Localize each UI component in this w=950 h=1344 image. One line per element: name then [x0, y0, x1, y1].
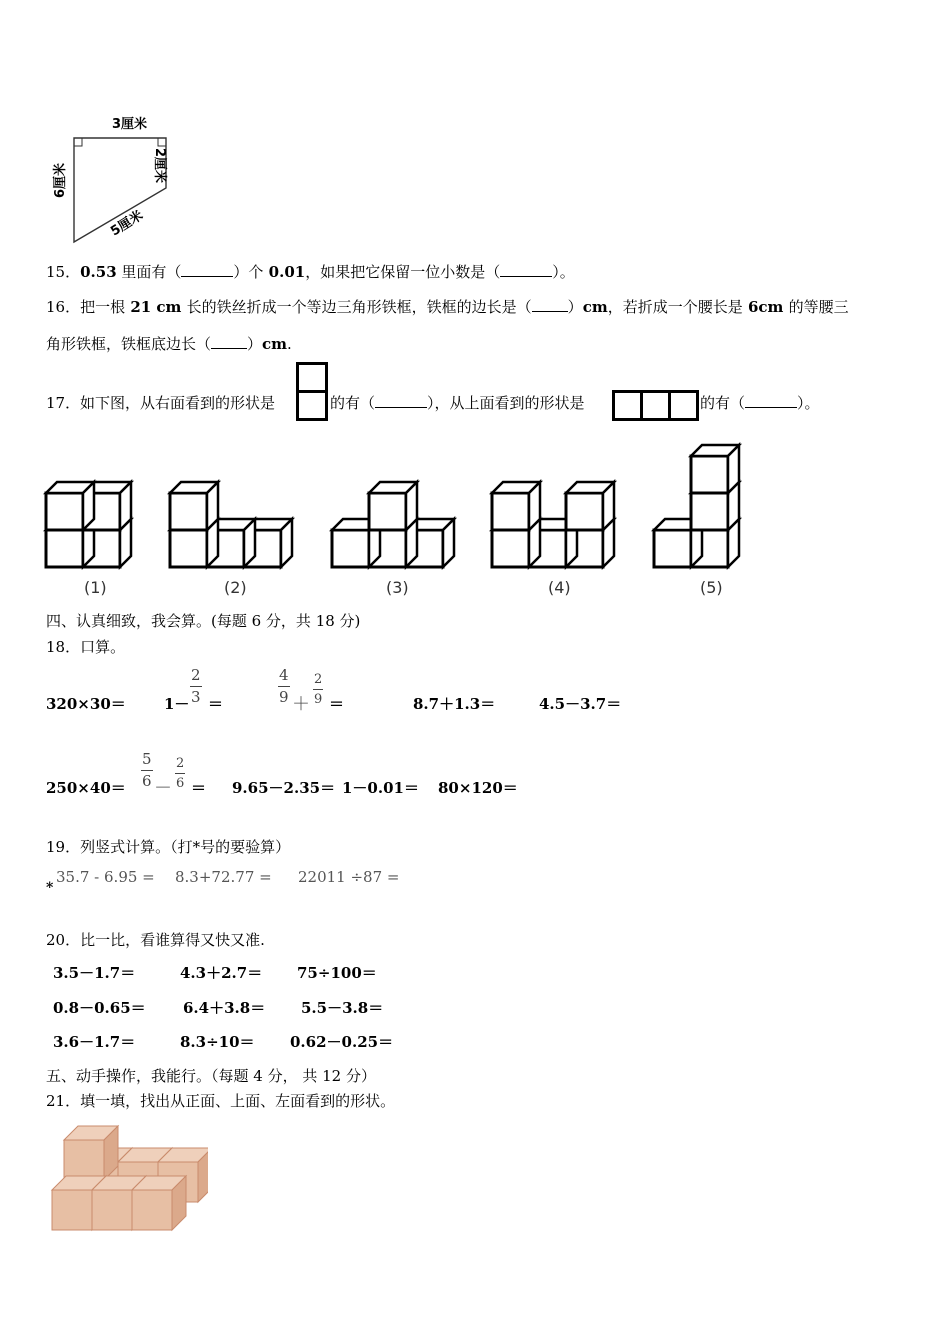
question-17-text2: 的有（ ），从上面看到的形状是 [330, 394, 585, 412]
q20-cell: 4.3＋2.7＝ [180, 964, 263, 982]
q20-cell: 3.6－1.7＝ [53, 1033, 136, 1051]
cube-figure-label: (1) [84, 578, 107, 597]
cube-figures [40, 440, 760, 600]
calc-1-minus: 1－ [164, 695, 190, 713]
verify-star: * [46, 880, 54, 896]
question-15: 15．0.53 里面有（ ）个 0.01，如果把它保留一位小数是（ ）。 [46, 263, 575, 281]
question-16-line1: 16．把一根 21 cm 长的铁丝折成一个等边三角形铁框，铁框的边长是（ ）cm，若折成一个腰长是 6cm 的等腰三 [46, 298, 849, 316]
fraction-2-9: 2 9 [314, 672, 323, 707]
trapezoid-slant-label: 5厘米 [108, 208, 146, 240]
plus-sign: ＋ [292, 694, 310, 715]
side-view-shape [296, 362, 328, 422]
minus-sign: － [154, 778, 172, 799]
top-view-shape [612, 390, 700, 422]
cube-figure-label: (3) [386, 578, 409, 597]
calc-eq: ＝ [208, 695, 224, 713]
question-21-title: 21．填一填，找出从正面、上面、左面看到的形状。 [46, 1092, 396, 1110]
fraction-4-9: 4 9 [279, 666, 289, 706]
vertical-calc-2: 8.3+72.77 = [175, 868, 272, 886]
calc-320x30: 320×30＝ [46, 695, 126, 713]
trapezoid-right-label: 2厘米 [152, 148, 167, 184]
cube-figure-label: (5) [700, 578, 723, 597]
question-16-line2: 角形铁框，铁框底边长（ ）cm. [46, 335, 292, 353]
answer-blank[interactable] [500, 264, 552, 277]
section-5-heading: 五、动手操作，我能行。（每题 4 分， 共 12 分） [46, 1067, 376, 1085]
answer-blank[interactable] [375, 395, 427, 408]
calc-eq: ＝ [191, 779, 207, 797]
calc-eq: ＝ [329, 695, 345, 713]
q20-cell: 3.5－1.7＝ [53, 964, 136, 982]
question-17-num: 17． [46, 394, 81, 412]
answer-blank[interactable] [532, 299, 568, 312]
question-20-title: 20．比一比，看谁算得又快又准. [46, 931, 265, 949]
cube-figure-3 [332, 482, 454, 567]
section-4-heading: 四、认真细致，我会算。(每题 6 分，共 18 分) [46, 612, 361, 630]
cube-figure-2 [170, 482, 292, 567]
calc-9.65-2.35: 9.65－2.35＝ [232, 779, 336, 797]
calc-4.5-3.7: 4.5－3.7＝ [539, 695, 622, 713]
fraction-2-6: 2 6 [176, 756, 185, 791]
question-17-text3: 的有（ ）。 [700, 394, 820, 412]
calc-8.7+1.3: 8.7＋1.3＝ [413, 695, 496, 713]
cube-figure-1 [46, 482, 131, 567]
calc-250x40: 250×40＝ [46, 779, 126, 797]
colored-cube-figure [48, 1120, 208, 1240]
q20-cell: 0.62－0.25＝ [290, 1033, 394, 1051]
vertical-calc-3: 22011 ÷87 = [298, 868, 400, 886]
cube-figure-label: (4) [548, 578, 571, 597]
q20-cell: 8.3÷10＝ [180, 1033, 255, 1051]
fraction-5-6: 5 6 [142, 750, 152, 790]
trapezoid-top-label: 3厘米 [112, 117, 148, 132]
question-18-title: 18．口算。 [46, 638, 126, 656]
trapezoid-left-label: 6厘米 [53, 162, 68, 198]
fraction-2-3: 2 3 [191, 666, 201, 706]
vertical-calc-1: 35.7 - 6.95 = [56, 868, 155, 886]
q20-cell: 6.4＋3.8＝ [183, 999, 266, 1017]
cube-figure-label: (2) [224, 578, 247, 597]
answer-blank[interactable] [745, 395, 797, 408]
question-19-title: 19．列竖式计算。（打*号的要验算） [46, 838, 291, 856]
calc-80x120: 80×120＝ [438, 779, 518, 797]
cube-figure-4 [492, 482, 614, 567]
q20-cell: 5.5－3.8＝ [301, 999, 384, 1017]
calc-1-0.01: 1－0.01＝ [342, 779, 419, 797]
q20-cell: 0.8－0.65＝ [53, 999, 146, 1017]
cube-figure-5 [654, 445, 739, 567]
answer-blank[interactable] [211, 336, 247, 349]
q20-cell: 75÷100＝ [297, 964, 377, 982]
trapezoid-figure [40, 110, 190, 250]
answer-blank[interactable] [181, 264, 233, 277]
question-17-text1: 如下图，从右面看到的形状是 [80, 394, 276, 412]
